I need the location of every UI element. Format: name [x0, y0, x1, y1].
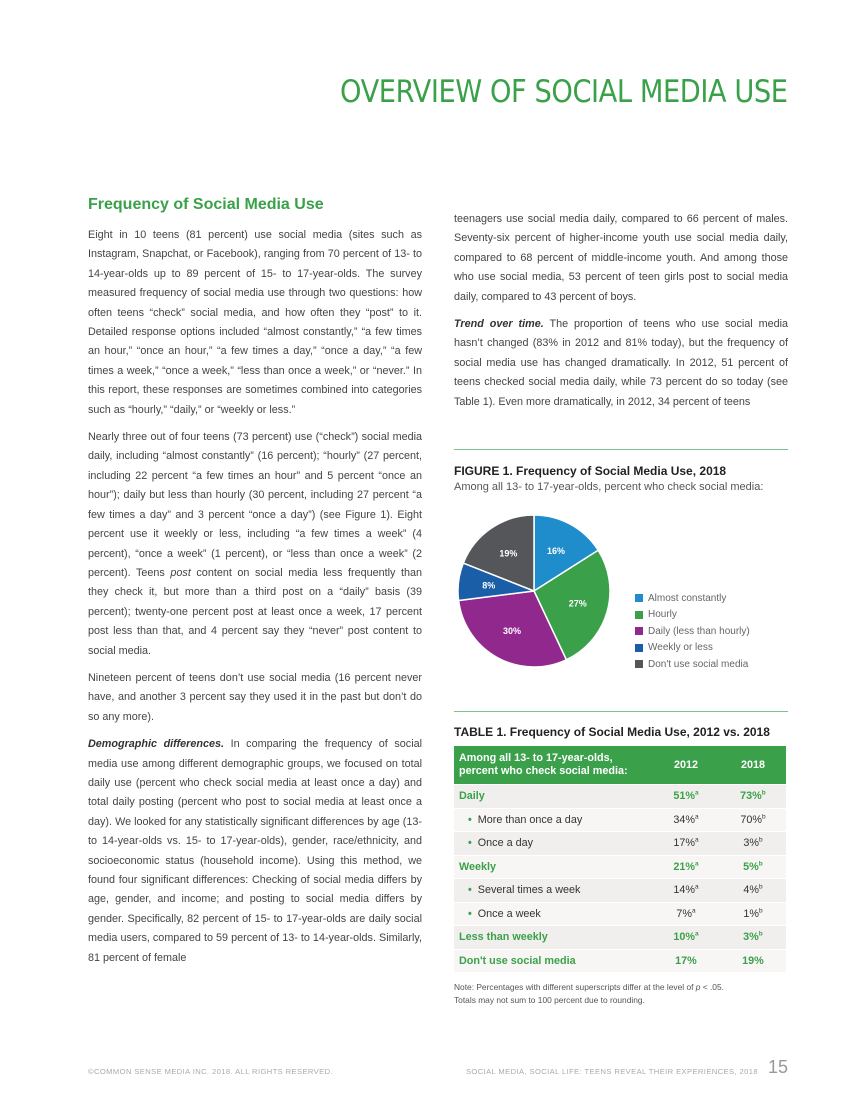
- header-label-line1: Among all 13- to 17-year-olds,: [459, 752, 613, 764]
- table-header-2018: 2018: [720, 746, 786, 785]
- table-1: [454, 711, 788, 1006]
- legend-swatch-3: [635, 644, 643, 652]
- table-note: [454, 981, 788, 1006]
- superscript: b: [758, 836, 763, 844]
- figure-1: [454, 449, 788, 670]
- note-line2: Totals may not sum to 100 percent due to rounding.: [454, 994, 645, 1005]
- table-row-label: Weekly: [454, 855, 652, 879]
- paragraph-daily-use-part2: content on social media less frequently than they check it, but more than a third post on a “daily” basis (39 percent); twenty-one percent post at least once a week, 17 percent post less than that, and 4 percent say they “never” post content to social media.: [88, 566, 422, 657]
- superscript: a: [691, 907, 696, 915]
- superscript: a: [694, 813, 699, 821]
- table-cell-value-2018: 4%$^b$: [720, 879, 786, 903]
- table-cell-value-2012: 34%$^a$: [652, 808, 720, 832]
- table-row-label: • More than once a day: [454, 808, 652, 832]
- table-cell-value-2018: 5%$^b$: [720, 855, 786, 879]
- table-header-label: [454, 746, 652, 785]
- table-row-label: • Once a week: [454, 902, 652, 926]
- paragraph-demographics: [88, 735, 422, 968]
- emphasis-post: post: [170, 566, 191, 579]
- legend-item-1: [635, 607, 750, 624]
- page-title: OVERVIEW OF SOCIAL MEDIA USE: [340, 74, 788, 110]
- table-row-label: Don't use social media: [454, 949, 652, 973]
- superscript: a: [694, 789, 699, 797]
- table-header-row: [454, 746, 786, 785]
- figure-divider: [454, 449, 788, 450]
- superscript: b: [758, 883, 763, 891]
- paragraph-daily-use-part1: Nearly three out of four teens (73 percent) use (“check”) social media daily, including “almost constantly” (16 percent); “hourly” (27 percent, including 22 percent “a few times an hour” and 5 percent “once an hour”); daily but less than hourly (30 percent, including 27 percent “a few times a day” and 3 percent “once a day”) (see Figure 1). Eight percent use it weekly or less, including “a few times a week” (4 percent), “once a week” (1 percent), or “less than once a week” (2 percent). Teens: [88, 431, 422, 579]
- legend-swatch-2: [635, 627, 643, 635]
- paragraph-daily-use: [88, 428, 422, 661]
- superscript: b: [758, 860, 763, 868]
- bullet-icon: •: [468, 837, 472, 850]
- table-cell-value-2018: 3%$^b$: [720, 832, 786, 856]
- superscript: b: [758, 930, 763, 938]
- bullet-icon: •: [468, 813, 472, 826]
- paragraph-demographics-text: In comparing the frequency of social media use among different demographic groups, we focused on total daily use (percent who check social media at least once a day) and total daily posting (percent who post to social media at least once a day). We looked for any statistically significant differences by age (13- to 14-year-olds vs. 15- to 17-year-olds), gender, race/ethnicity, and socioeconomic status (household income). Using this method, we found four significant differences: Checking of social media differs by age, gender, and income; and posting to social media differs by gender. Specifically, 82 percent of 15- to 17-year-olds are daily social media users, compared to 59 percent of 13- to 14-year-olds. Similarly, 81 percent of female: [88, 738, 422, 964]
- paragraph-intro: Eight in 10 teens (81 percent) use social media (sites such as Instagram, Snapchat, or Facebook), ranging from 70 percent of 13- to 14-year-olds up to 89 percent of 15- to 17-year-olds. The survey measured frequency of social media use through two questions: how often teens “check” social media, and how often they “post” to it. Detailed response options included “almost constantly,” “a few times an hour,” “once an hour,” “a few times a day,” “once a day,” “a few times a week,” “once a week,” “less than once a week,” or “never.” In this report, these responses are sometimes combined into categories such as “hourly,” “daily,” or “weekly or less.”: [88, 229, 422, 416]
- table-cell-value-2012: 17%$^a$: [652, 832, 720, 856]
- pie-label-2: 30%: [503, 625, 522, 636]
- table-divider: [454, 711, 788, 712]
- legend-item-0: [635, 590, 750, 607]
- page-number: 15: [768, 1057, 789, 1077]
- legend-label-2: Daily (less than hourly): [648, 625, 750, 637]
- table-row: [454, 879, 786, 903]
- legend-label-0: Almost constantly: [648, 592, 727, 604]
- table-cell-value-2018: 70%$^b$: [720, 808, 786, 832]
- table-cell-value-2012: 51%$^a$: [652, 785, 720, 809]
- table-cell-value-2018: 73%$^b$: [720, 785, 786, 809]
- note-text-1: Note: Percentages with different superscripts differ at the level of: [454, 982, 696, 992]
- figure-title: FIGURE 1. Frequency of Social Media Use, 2018: [454, 464, 727, 478]
- legend-item-2: [635, 623, 750, 640]
- superscript: b: [758, 907, 763, 915]
- legend-item-4: [635, 656, 750, 673]
- table-cell-value-2012: 21%$^a$: [652, 855, 720, 879]
- table-row-label: • Several times a week: [454, 879, 652, 903]
- table-row: [454, 926, 786, 950]
- frequency-table: [454, 746, 786, 973]
- chart-legend: [635, 590, 750, 673]
- header-label-line2: percent who check social media:: [459, 765, 628, 777]
- table-cell-value-2018: 3%$^b$: [720, 926, 786, 950]
- superscript: a: [694, 883, 699, 891]
- figure-subtitle: Among all 13- to 17-year-olds, percent who check social media:: [454, 481, 764, 493]
- table-cell-value-2012: 14%$^a$: [652, 879, 720, 903]
- note-text-2: < .05.: [700, 982, 724, 992]
- left-column: [88, 196, 422, 976]
- table-row-label: Less than weekly: [454, 926, 652, 950]
- section-heading: Frequency of Social Media Use: [88, 196, 324, 213]
- superscript: b: [761, 813, 766, 821]
- legend-swatch-1: [635, 611, 643, 619]
- legend-label-3: Weekly or less: [648, 642, 713, 654]
- pie-label-1: 27%: [568, 598, 587, 609]
- table-cell-value-2012: 10%$^a$: [652, 926, 720, 950]
- table-cell-value-2018: 1%$^b$: [720, 902, 786, 926]
- legend-item-3: [635, 640, 750, 657]
- superscript: a: [694, 860, 699, 868]
- pie-label-4: 19%: [499, 548, 518, 559]
- legend-swatch-4: [635, 660, 643, 668]
- table-row: [454, 902, 786, 926]
- table-cell-value-2012: 7%$^a$: [652, 902, 720, 926]
- legend-label-1: Hourly: [648, 609, 677, 621]
- table-header-2012: 2012: [652, 746, 720, 785]
- table-row: [454, 855, 786, 879]
- lead-trend-over-time: Trend over time.: [454, 318, 544, 331]
- table-title: TABLE 1. Frequency of Social Media Use, 2012 vs. 2018: [454, 725, 770, 739]
- table-row-label: Daily: [454, 785, 652, 809]
- superscript: b: [761, 789, 766, 797]
- right-column: [454, 210, 788, 420]
- legend-label-4: Don't use social media: [648, 658, 749, 670]
- table-row: [454, 832, 786, 856]
- legend-swatch-0: [635, 594, 643, 602]
- note-p: p: [695, 982, 701, 992]
- paragraph-trend-text: The proportion of teens who use social media hasn’t changed (83% in 2012 and 81% today), but the frequency of social media use has changed dramatically. In 2012, 51 percent of teens checked social media daily, while 73 percent do so today (see Table 1). Even more dramatically, in 2012, 34 percent of teens: [454, 318, 788, 408]
- pie-label-3: 8%: [482, 580, 496, 591]
- paragraph-gender-income: teenagers use social media daily, compared to 66 percent of males. Seventy-six percent of higher-income youth use social media daily, compared to 68 percent of middle-income youth. And among those who use social media, 53 percent of teen girls post to social media daily, compared to 43 percent of boys.: [454, 213, 788, 303]
- superscript: a: [694, 930, 699, 938]
- paragraph-nonusers: Nineteen percent of teens don’t use social media (16 percent never have, and another 3 percent say they used it in the past but don’t do so any more).: [88, 671, 422, 723]
- table-row: [454, 949, 786, 973]
- table-cell-value-2018: 19%: [720, 949, 786, 973]
- pie-label-0: 16%: [546, 546, 565, 557]
- bullet-icon: •: [468, 884, 472, 897]
- footer-copyright: ©COMMON SENSE MEDIA INC. 2018. ALL RIGHTS RESERVED.: [88, 1067, 334, 1076]
- superscript: a: [694, 836, 699, 844]
- table-row: [454, 808, 786, 832]
- footer-report-title: SOCIAL MEDIA, SOCIAL LIFE: TEENS REVEAL THEIR EXPERIENCES, 2018: [465, 1067, 758, 1076]
- paragraph-trend: [454, 315, 788, 412]
- pie-chart-container: [454, 511, 614, 671]
- table-row: [454, 785, 786, 809]
- lead-demographic-differences: Demographic differences.: [88, 738, 224, 751]
- table-cell-value-2012: 17%: [652, 949, 720, 973]
- bullet-icon: •: [468, 907, 472, 920]
- pie-chart: [454, 511, 614, 671]
- table-row-label: • Once a day: [454, 832, 652, 856]
